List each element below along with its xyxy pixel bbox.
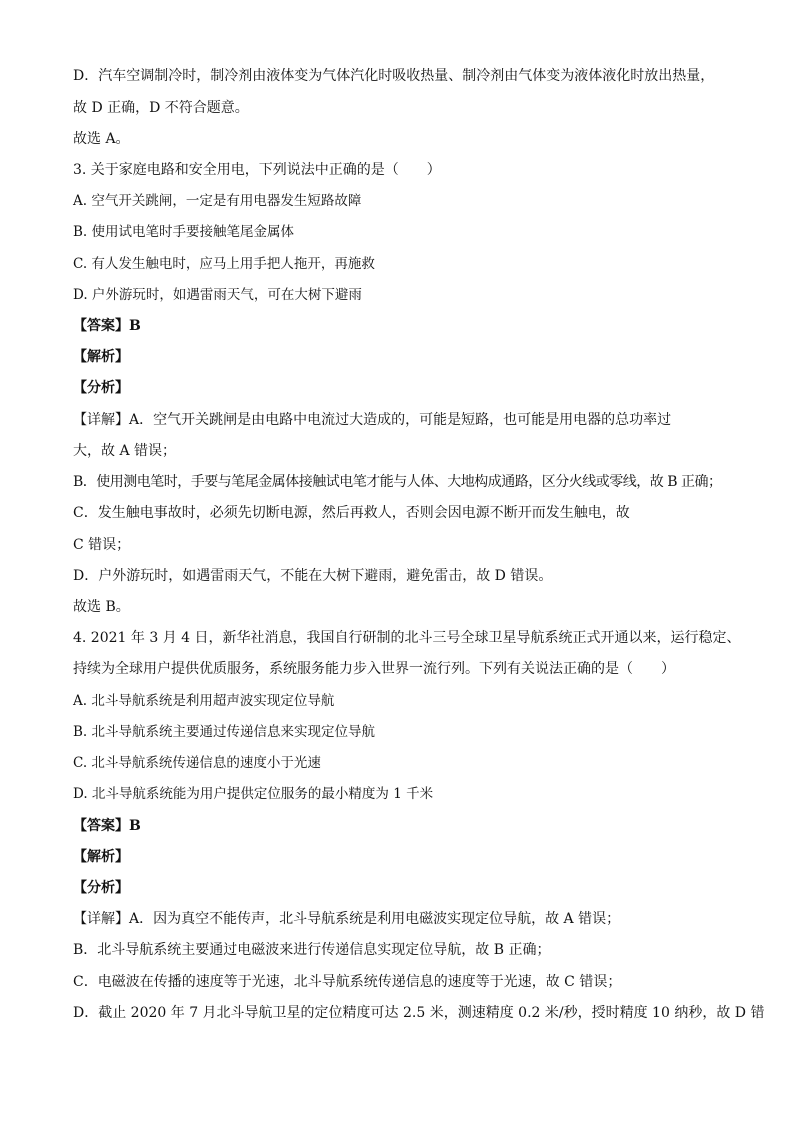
option-b: B. 北斗导航系统主要通过传递信息来实现定位导航: [73, 724, 376, 740]
option-a: A. 北斗导航系统是利用超声波实现定位导航: [73, 693, 335, 709]
option-d: D. 户外游玩时，如遇雷雨天气，可在大树下避雨: [73, 287, 362, 303]
text-line: C 错误；: [73, 537, 131, 553]
option-a: A. 空气开关跳闸，一定是有用电器发生短路故障: [73, 193, 362, 209]
option-b: B. 使用试电笔时手要接触笔尾金属体: [73, 224, 295, 240]
text-line: D．截止 2020 年 7 月北斗导航卫星的定位精度可达 2.5 米，测速精度 0.2 米/秒，授时精度 10 纳秒，故 D 错: [73, 1005, 765, 1021]
text-line: 大，故 A 错误；: [73, 443, 177, 459]
question-4: 4. 2021 年 3 月 4 日，新华社消息，我国自行研制的北斗三号全球卫星导航系统正式开通以来，运行稳定、: [73, 630, 741, 646]
answer-label: 【答案】B: [73, 318, 141, 334]
text-line: D．户外游玩时，如遇雷雨天气，不能在大树下避雨，避免雷击，故 D 错误。: [73, 568, 553, 584]
breakdown-label: 【分析】: [73, 380, 129, 396]
question-4-cont: 持续为全球用户提供优质服务，系统服务能力步入世界一流行列。下列有关说法正确的是（ ）: [73, 661, 675, 677]
text-line: 故选 A。: [73, 131, 130, 147]
text-line: B．北斗导航系统主要通过电磁波来进行传递信息实现定位导航，故 B 正确；: [73, 942, 551, 958]
option-c: C. 北斗导航系统传递信息的速度小于光速: [73, 755, 321, 771]
text-line: 【详解】A．因为真空不能传声，北斗导航系统是利用电磁波实现定位导航，故 A 错误；: [73, 911, 621, 927]
text-line: 故 D 正确，D 不符合题意。: [73, 100, 249, 116]
text-line: C．电磁波在传播的速度等于光速，北斗导航系统传递信息的速度等于光速，故 C 错误；: [73, 974, 622, 990]
option-d: D. 北斗导航系统能为用户提供定位服务的最小精度为 1 千米: [73, 786, 434, 802]
text-line: B．使用测电笔时，手要与笔尾金属体接触试电笔才能与人体、大地构成通路，区分火线或零线，故 B 正确；: [73, 474, 722, 490]
question-3: 3. 关于家庭电路和安全用电，下列说法中正确的是（ ）: [73, 162, 441, 178]
breakdown-label: 【分析】: [73, 880, 129, 896]
analysis-label: 【解析】: [73, 349, 129, 365]
text-line: C．发生触电事故时，必须先切断电源，然后再救人，否则会因电源不断开而发生触电，故: [73, 505, 630, 521]
answer-label: 【答案】B: [73, 818, 141, 834]
text-line: 故选 B。: [73, 599, 130, 615]
text-line: D．汽车空调制冷时，制冷剂由液体变为气体汽化时吸收热量、制冷剂由气体变为液体液化时放出热量，: [73, 68, 715, 84]
text-line: 【详解】A．空气开关跳闸是由电路中电流过大造成的，可能是短路，也可能是用电器的总功率过: [73, 412, 672, 428]
option-c: C. 有人发生触电时，应马上用手把人拖开，再施救: [73, 256, 375, 272]
analysis-label: 【解析】: [73, 849, 129, 865]
